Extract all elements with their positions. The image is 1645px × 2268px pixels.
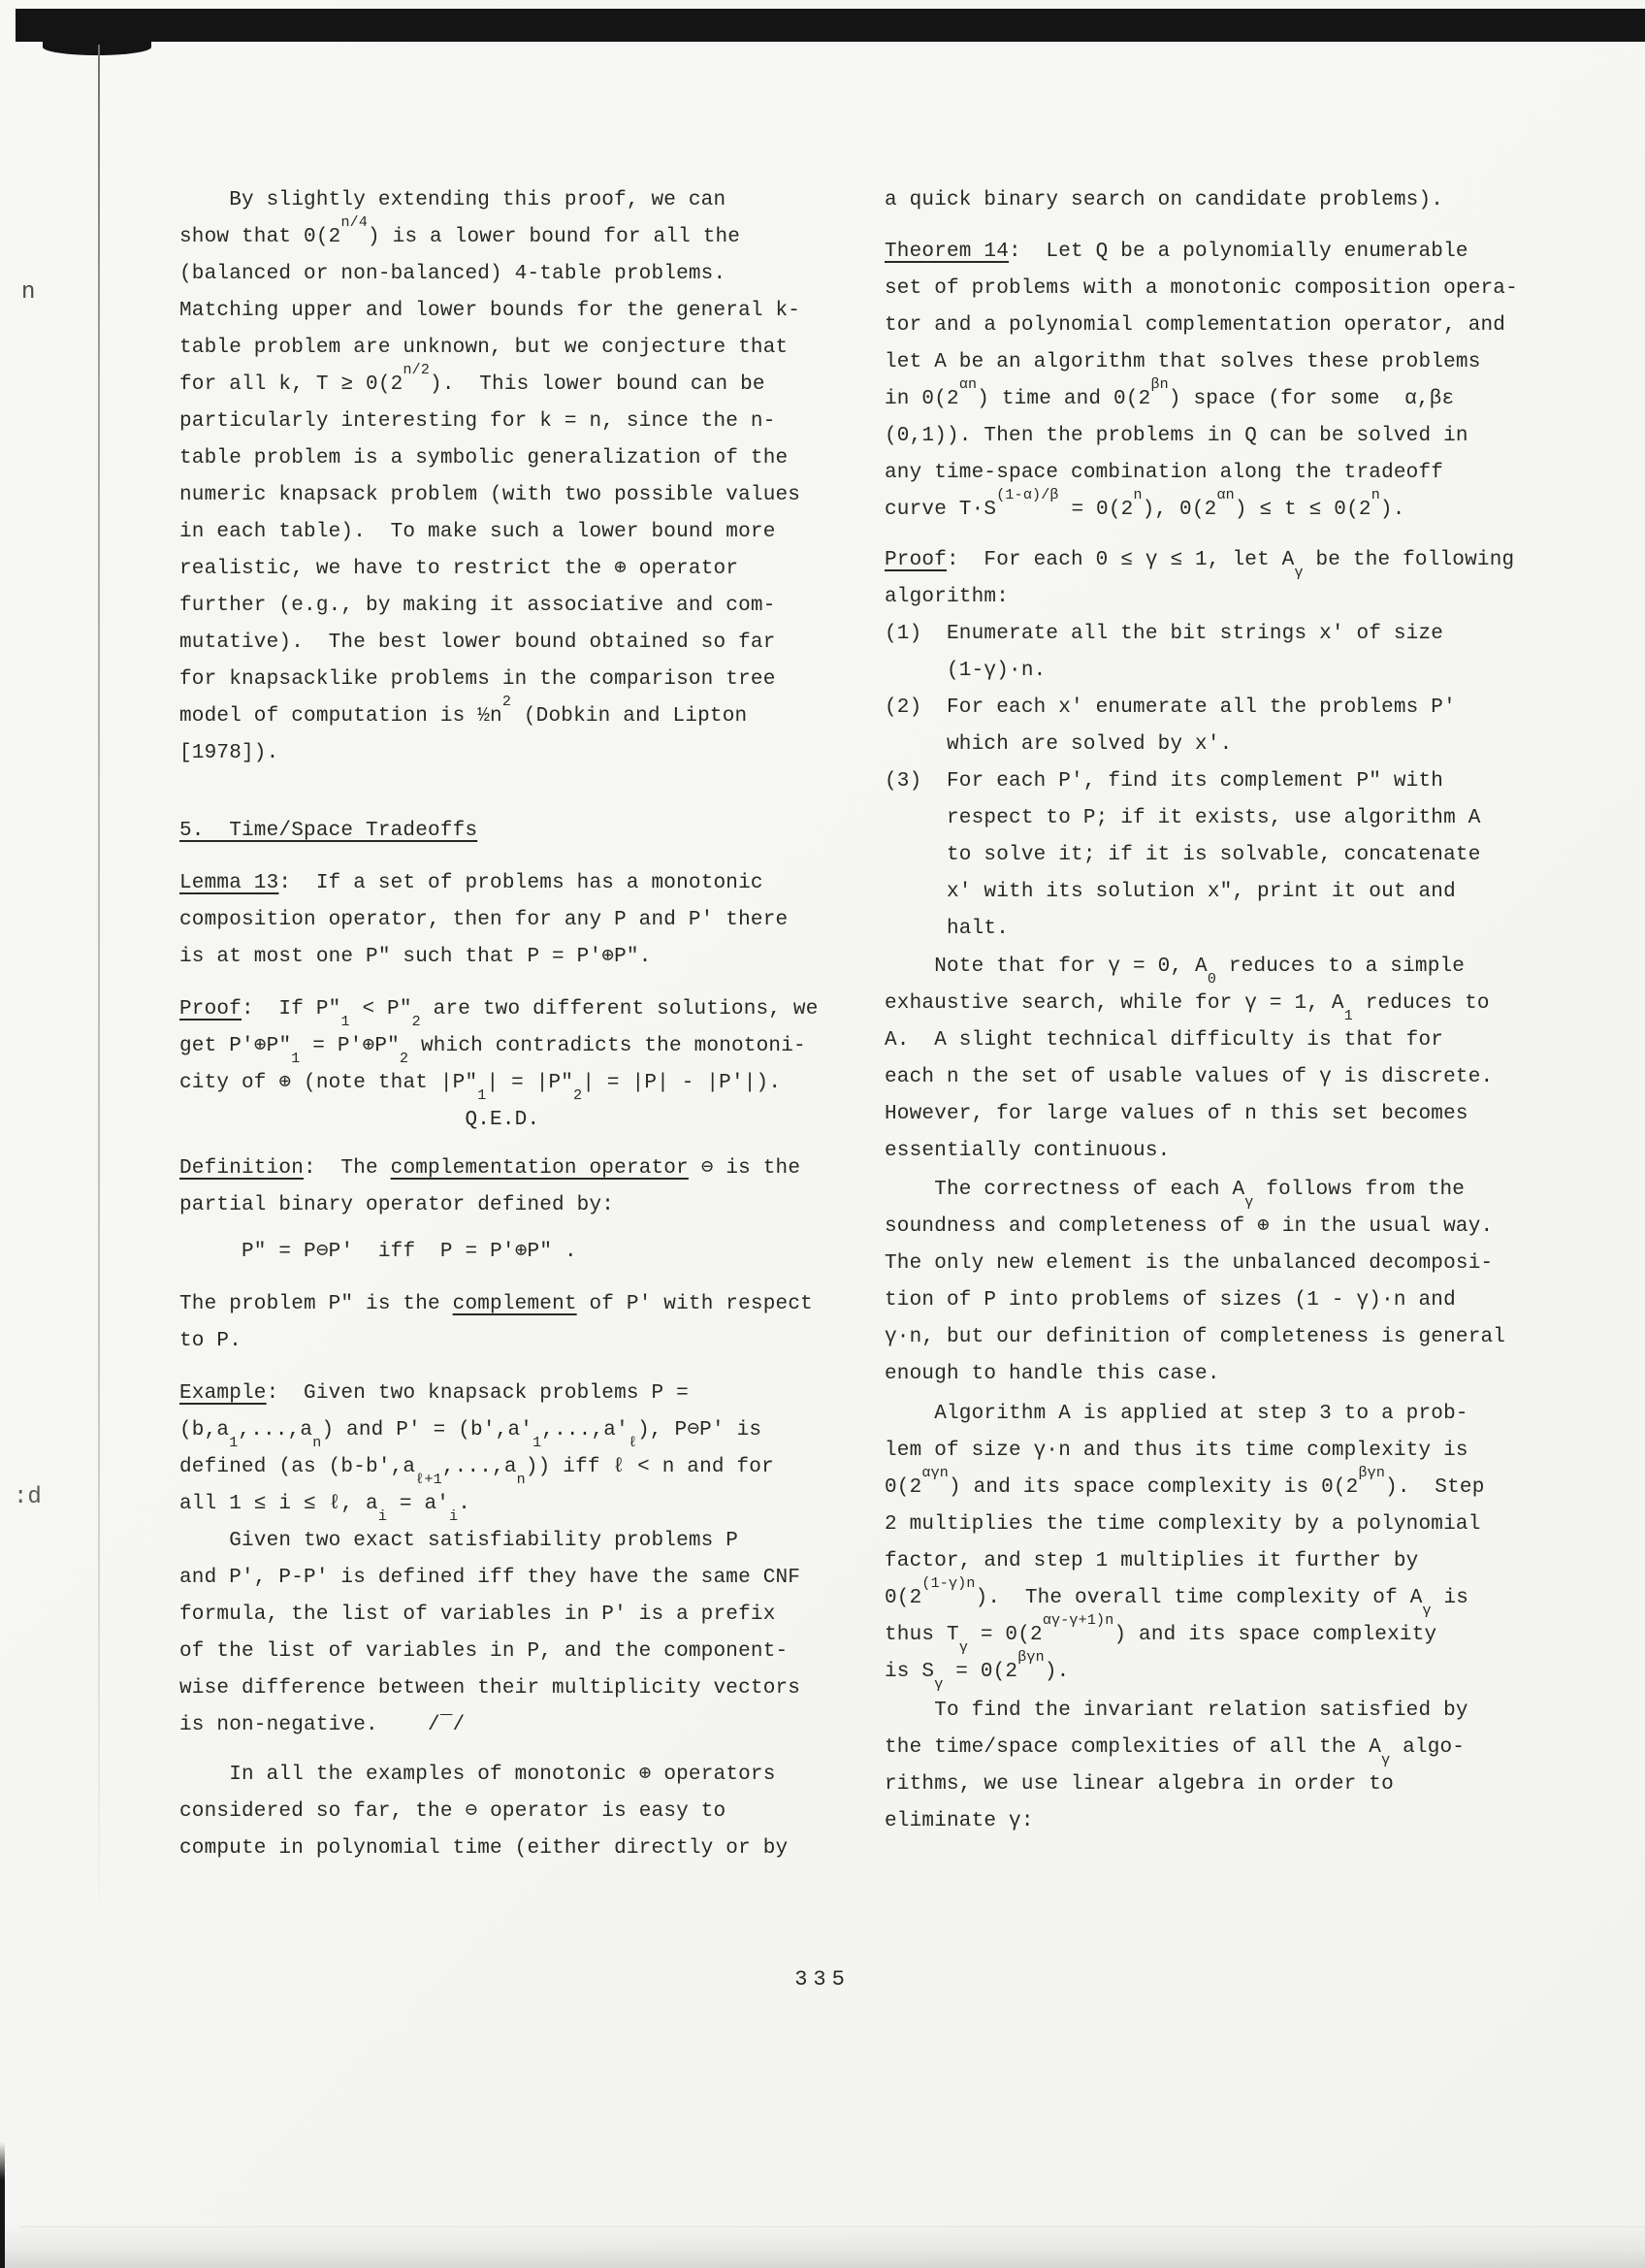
text-line: By slightly extending this proof, we can	[179, 189, 726, 211]
text-line: considered so far, the ⊖ operator is easy to	[179, 1800, 726, 1823]
text-line: thus $T_\gamma = 0(2^{\alpha\gamma-\gamma+1)n})$ and its space complexity	[885, 1612, 1437, 1657]
text-line: any time-space combination along the tradeoff	[885, 462, 1444, 484]
text-line: of the list of variables in P, and the component-	[179, 1640, 789, 1663]
text-line: 2 multiplies the time complexity by a polynomial	[885, 1513, 1481, 1536]
text-line: [1978]).	[179, 742, 279, 764]
page-spine-line	[98, 45, 100, 1931]
text-line: Example: Given two knapsack problems P =	[179, 1382, 689, 1405]
text-line: Given two exact satisfiability problems P	[179, 1530, 739, 1552]
intro-paragraph	[179, 182, 849, 772]
page-curl-shadow	[43, 39, 151, 55]
algorithm-steps	[885, 616, 1564, 948]
text-line: (0,1)). Then the problems in Q can be solved in	[885, 425, 1468, 447]
text-line: (balanced or non-balanced) 4-table problems.	[179, 263, 726, 285]
text-line: Theorem 14: Let Q be a polynomially enumerable	[885, 241, 1468, 263]
scan-top-bar	[16, 9, 1645, 42]
text-line: realistic, we have to restrict the ⊕ operator	[179, 558, 739, 580]
text-line: in each table). To make such a lower bound more	[179, 521, 776, 543]
text-line: model of computation is $\frac{1}{2}n^2$ (Dobkin and Lipton	[179, 694, 748, 728]
text-line: enough to handle this case.	[885, 1363, 1220, 1385]
section-heading	[179, 813, 849, 850]
text-line: get $P'\oplus P"_1$ = $P'\oplus P"_2$ which contradicts the monotoni-	[179, 1035, 806, 1068]
text-line: To find the invariant relation satisfied by	[885, 1700, 1468, 1722]
text-line: γ·n, but our definition of completeness is general	[885, 1326, 1506, 1348]
text-line: numeric knapsack problem (with two possible values	[179, 484, 801, 506]
definition-remark	[179, 1286, 849, 1360]
text-line: (2) For each x' enumerate all the problems P'	[885, 697, 1456, 719]
text-line: curve $T\cdot S^{(1-\alpha)/\beta} = 0(2^n)$, $0(2^{\alpha n}) \le t \le 0(2^n)$.	[885, 487, 1405, 521]
page-number: 335	[794, 1967, 851, 1992]
text-line: P" = P⊖P' iff P = P'⊕P" .	[179, 1241, 577, 1263]
text-line: 5. Time/Space Tradeoffs	[179, 820, 478, 842]
text-line: let A be an algorithm that solves these problems	[885, 351, 1481, 373]
text-line: table problem is a symbolic generalization of the	[179, 447, 789, 470]
text-line: soundness and completeness of ⊕ in the usual way.	[885, 1215, 1494, 1238]
text-line: (1-γ)·n.	[885, 660, 1047, 682]
text-line: further (e.g., by making it associative and com-	[179, 595, 776, 617]
definition	[179, 1150, 849, 1224]
text-line: compute in polynomial time (either directly or by	[179, 1837, 789, 1860]
text-line: essentially continuous.	[885, 1140, 1171, 1162]
scan-bottom-shade	[0, 2223, 1645, 2268]
text-line: respect to P; if it exists, use algorithm A	[885, 807, 1481, 829]
text-line: and P', P-P' is defined iff they have the same CNF	[179, 1567, 801, 1589]
text-line: is at most one P" such that P = P'⊕P".	[179, 946, 652, 968]
text-line: Proof: For each 0 ≤ γ ≤ 1, let $A_\gamma$ be the following	[885, 549, 1515, 582]
text-line: Definition: The complementation operator ⊖ is the	[179, 1157, 801, 1180]
text-line: The only new element is the unbalanced decomposi-	[885, 1252, 1494, 1275]
text-line: tion of P into problems of sizes (1 - γ)·n and	[885, 1289, 1456, 1312]
text-line: exhaustive search, while for γ = 1, $A_1$ reduces to	[885, 992, 1490, 1025]
text-line: for all k, $T \ge 0(2^{n/2})$. This lower bound can be	[179, 362, 765, 396]
text-line: (3) For each P', find its complement P" with	[885, 770, 1444, 793]
text-line: is non-negative. /‾/	[179, 1714, 466, 1736]
closing-paragraph	[179, 1757, 849, 1867]
text-line: The correctness of each $A_\gamma$ follows from the	[885, 1179, 1466, 1212]
text-line: wise difference between their multiplicity vectors	[179, 1677, 801, 1700]
text-line: Matching upper and lower bounds for the general k-	[179, 300, 801, 322]
text-line: for knapsacklike problems in the comparison tree	[179, 668, 776, 691]
text-line: partial binary operator defined by:	[179, 1194, 615, 1216]
text-line: Proof: If $P"_1$ < $P"_2$ are two different solutions, we	[179, 998, 819, 1031]
text-line: in $0(2^{\alpha n})$ time and $0(2^{\beta n})$ space (for some α,βε	[885, 376, 1455, 410]
text-line: city of ⊕ (note that $|P"_1|$ = $|P"_2| = |P| - |P'|$).	[179, 1072, 782, 1105]
note-paragraph	[885, 949, 1564, 1170]
text-line: rithms, we use linear algebra in order to	[885, 1773, 1394, 1796]
text-line: $(b,a_1,...,a_n)$ and $P' = (b',a'_1,...,a'_\ell)$, P⊖P' is	[179, 1419, 762, 1452]
text-line: algorithm:	[885, 586, 1010, 608]
text-line: is $S_\gamma = 0(2^{\beta\gamma n})$.	[885, 1649, 1070, 1694]
definition-formula	[179, 1234, 849, 1271]
text-line: the time/space complexities of all the $A_\gamma$ algo-	[885, 1736, 1466, 1769]
text-line: table problem are unknown, but we conjecture that	[179, 337, 789, 359]
text-line: show that $0(2^{n/4})$ is a lower bound for all the	[179, 214, 741, 248]
text-line: halt.	[885, 918, 1010, 940]
text-line: all 1 ≤ i ≤ ℓ, $a_i = a'_i$.	[179, 1493, 471, 1526]
complexity-paragraph	[885, 1396, 1564, 1694]
scan-left-edge	[0, 2142, 5, 2268]
margin-bleed-mark-upper: n	[21, 279, 36, 306]
text-line: eliminate γ:	[885, 1810, 1034, 1832]
text-line: set of problems with a monotonic composition opera-	[885, 277, 1518, 300]
text-line: which are solved by x'.	[885, 733, 1233, 756]
theorem-14	[885, 234, 1564, 529]
proof-theorem-14	[885, 542, 1564, 616]
text-line: (1) Enumerate all the bit strings x' of size	[885, 623, 1444, 645]
left-text-column	[179, 182, 849, 1867]
text-line: composition operator, then for any P and P' there	[179, 909, 789, 931]
example	[179, 1376, 849, 1744]
text-line: A. A slight technical difficulty is that for	[885, 1029, 1444, 1052]
text-line: $0(2^{(1-\gamma)n})$. The overall time complexity of $A_\gamma$ is	[885, 1575, 1469, 1620]
correctness-paragraph	[885, 1172, 1564, 1393]
margin-bleed-mark-lower: :d	[14, 1484, 42, 1510]
text-line: to P.	[179, 1330, 242, 1352]
text-line: However, for large values of n this set becomes	[885, 1103, 1468, 1125]
text-line: factor, and step 1 multiplies it further by	[885, 1550, 1419, 1572]
text-line: tor and a polynomial complementation operator, and	[885, 314, 1506, 337]
invariant-paragraph	[885, 1693, 1564, 1840]
text-line: formula, the list of variables in P' is a prefix	[179, 1604, 776, 1626]
text-line: x' with its solution x", print it out and	[885, 881, 1456, 903]
text-line: lem of size γ·n and thus its time complexity is	[885, 1440, 1468, 1462]
text-line: to solve it; if it is solvable, concatenate	[885, 844, 1481, 866]
text-line: In all the examples of monotonic ⊕ operators	[179, 1764, 776, 1786]
text-line: Note that for γ = 0, $A_0$ reduces to a simple	[885, 956, 1466, 988]
text-line: Algorithm A is applied at step 3 to a prob-	[885, 1403, 1468, 1425]
text-line: a quick binary search on candidate problems).	[885, 189, 1444, 211]
text-line: mutative). The best lower bound obtained so far	[179, 632, 776, 654]
text-line: Q.E.D.	[179, 1109, 540, 1131]
text-line: The problem P" is the complement of P' with respect	[179, 1293, 813, 1315]
right-text-column	[885, 182, 1564, 1840]
text-line: $0(2^{\alpha\gamma n})$ and its space complexity is $0(2^{\beta\gamma n})$. Step	[885, 1465, 1485, 1499]
text-line: Lemma 13: If a set of problems has a monotonic	[179, 872, 763, 894]
continuation-paragraph	[885, 182, 1564, 219]
proof-lemma-13	[179, 991, 849, 1139]
text-line: each n the set of usable values of γ is discrete.	[885, 1066, 1494, 1088]
text-line: defined (as $(b-b',a_{\ell+1},...,a_n)$) iff ℓ < n and for	[179, 1456, 774, 1489]
text-line: particularly interesting for k = n, since the n-	[179, 410, 776, 433]
lemma-13	[179, 865, 849, 976]
